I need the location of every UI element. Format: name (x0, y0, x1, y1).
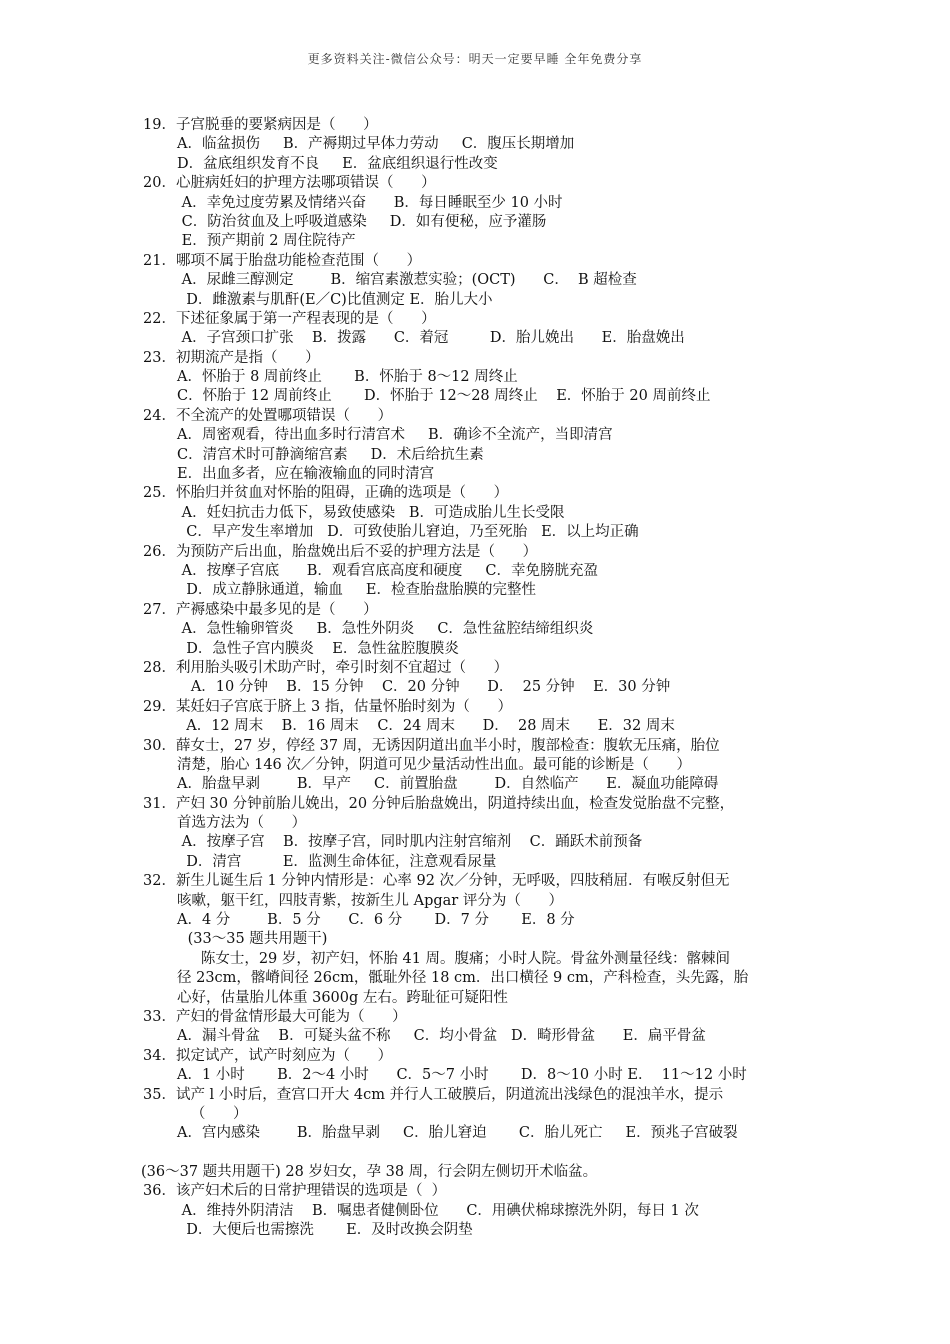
question-stem: 31．产妇 30 分钟前胎儿娩出，20 分钟后胎盘娩出，阴道持续出血，检查发觉胎盘不完整， (143, 795, 735, 812)
question-stem: 34．拟定试产，试产时刻应为（ ） (143, 1047, 393, 1064)
answer-options: A．宫内感染 B．胎盘早剥 C．胎儿窘迫 C．胎儿死亡 E．预兆子宫破裂 (177, 1125, 738, 1142)
answer-options: A．12 周末 B．16 周末 C．24 周末 D． 28 周末 E．32 周末 (177, 718, 675, 735)
question-stem: 27．产褥感染中最多见的是（ ） (143, 601, 378, 618)
question-stem: 22．下述征象属于第一产程表现的是（ ） (143, 310, 436, 327)
question-stem: 33．产妇的骨盆情形最大可能为（ ） (143, 1008, 407, 1025)
answer-options: A．10 分钟 B．15 分钟 C．20 分钟 D． 25 分钟 E．30 分钟 (177, 679, 671, 696)
answer-options: E．出血多者，应在输液输血的同时清宫 (177, 466, 435, 483)
text-line: 首选方法为（ ） (177, 815, 307, 832)
answer-options: A．按摩子宫底 B．观看宫底高度和硬度 C．幸免膀胱充盈 (177, 562, 599, 579)
answer-options: D．雌激素与肌酐(E／C)比值测定 E．胎儿大小 (177, 291, 493, 308)
answer-options: A．周密观看，待出血多时行清宫术 B．确诊不全流产，当即清宫 (177, 427, 613, 444)
text-line: 陈女士，29 岁，初产妇，怀胎 41 周。腹痛；小时人院。骨盆外测量径线：髂棘间 (187, 950, 731, 967)
answer-options: A．怀胎于 8 周前终止 B．怀胎于 8～12 周终止 (177, 369, 518, 386)
question-stem: 23．初期流产是指（ ） (143, 349, 320, 366)
answer-options: D．盆底组织发育不良 E．盆底组织退行性改变 (177, 155, 498, 172)
text-line: (36～37 题共用题干) 28 岁妇女，孕 38 周，行会阴左侧切开术临盆。 (141, 1164, 598, 1181)
answer-options: A．4 分 B．5 分 C．6 分 D．7 分 E．8 分 (177, 912, 575, 929)
answer-options: A．妊妇抗击力低下，易致使感染 B．可造成胎儿生长受限 (177, 504, 565, 521)
answer-options: C．怀胎于 12 周前终止 D．怀胎于 12～28 周终止 E．怀胎于 20 周前终止 (177, 388, 711, 405)
answer-options: D．成立静脉通道，输血 E．检查胎盘胎膜的完整性 (177, 582, 536, 599)
text-line: (33～35 题共用题干) (183, 931, 328, 948)
answer-options: D．清宫 E．监测生命体征，注意观看尿量 (177, 853, 497, 870)
page-header: 更多资料关注-微信公众号：明天一定要早睡 全年免费分享 (307, 52, 643, 66)
question-stem: 24．不全流产的处置哪项错误（ ） (143, 407, 393, 424)
answer-options: D．大便后也需擦洗 E．及时改换会阴垫 (177, 1222, 473, 1239)
answer-options: A．胎盘早剥 B．早产 C．前置胎盘 D．自然临产 E．凝血功能障碍 (177, 776, 719, 793)
text-line: 径 23cm，髂嵴间径 26cm，骶耻外径 18 cm．出口横径 9 cm，产科检查，头先露，胎 (177, 970, 749, 987)
question-stem: 30．薛女士，27 岁，停经 37 周，无诱因阴道出血半小时，腹部检查：腹软无压痛，胎位 (143, 737, 720, 754)
answer-options: C．防治贫血及上呼吸道感染 D．如有便秘，应予灌肠 (177, 213, 547, 230)
question-stem: 29．某妊妇子宫底于脐上 3 指，估量怀胎时刻为（ ） (143, 698, 513, 715)
text-line: （ ） (177, 1105, 248, 1122)
question-stem: 28．利用胎头吸引术助产时，牵引时刻不宜超过（ ） (143, 659, 509, 676)
answer-options: E．预产期前 2 周住院待产 (177, 233, 356, 250)
question-stem: 26．为预防产后出血，胎盘娩出后不妥的护理方法是（ ） (143, 543, 538, 560)
answer-options: A．尿雌三醇测定 B．缩宫素激惹实验；(OCT) C． B 超检查 (177, 272, 637, 289)
question-stem: 36．该产妇术后的日常护理错误的选项是（ ） (143, 1183, 447, 1200)
answer-options: A．幸免过度劳累及情绪兴奋 B．每日睡眠至少 10 小时 (177, 194, 563, 211)
answer-options: A．漏斗骨盆 B．可疑头盆不称 C．均小骨盆 D．畸形骨盆 E．扁平骨盆 (177, 1028, 706, 1045)
answer-options: A．急性输卵管炎 B．急性外阴炎 C．急性盆腔结缔组织炎 (177, 621, 594, 638)
question-stem: 35．试产 l 小时后，查宫口开大 4cm 并行人工破膜后，阴道流出浅绿色的混浊羊水，提示 (143, 1086, 724, 1103)
text-line: 咳嗽，躯干红，四肢青紫，按新生儿 Apgar 评分为（ ） (177, 892, 563, 909)
answer-options: C．早产发生率增加 D．可致使胎儿窘迫，乃至死胎 E．以上均正确 (177, 524, 639, 541)
text-line: 心好，估量胎儿体重 3600g 左右。跨耻征可疑阳性 (177, 989, 508, 1006)
blank-line (143, 1144, 808, 1163)
answer-options: A．维持外阴清洁 B．嘱患者健侧卧位 C．用碘伏棉球擦洗外阴，每日 1 次 (177, 1202, 699, 1219)
question-stem: 20．心脏病妊妇的护理方法哪项错误（ ） (143, 175, 436, 192)
question-stem: 25．怀胎归并贫血对怀胎的阻碍，正确的选项是（ ） (143, 485, 509, 502)
answer-options: A．按摩子宫 B．按摩子宫，同时肌内注射宫缩剂 C．踊跃术前预备 (177, 834, 643, 851)
question-stem: 21．哪项不属于胎盘功能检查范围（ ） (143, 252, 422, 269)
answer-options: A．子宫颈口扩张 B．拨露 C．着冠 D．胎儿娩出 E．胎盘娩出 (177, 330, 685, 347)
answer-options: D．急性子宫内膜炎 E．急性盆腔腹膜炎 (177, 640, 459, 657)
question-stem: 19．子宫脱垂的要紧病因是（ ） (143, 117, 378, 133)
answer-options: A．临盆损伤 B．产褥期过早体力劳动 C．腹压长期增加 (177, 136, 575, 153)
text-line: 清楚，胎心 146 次／分钟，阴道可见少量活动性出血。最可能的诊断是（ ） (177, 756, 692, 773)
question-body (143, 116, 808, 1241)
answer-options: C．清宫术时可静滴缩宫素 D．术后给抗生素 (177, 446, 484, 463)
answer-options: A．1 小时 B．2～4 小时 C．5～7 小时 D．8～10 小时 E． 11～12 小时 (177, 1067, 747, 1084)
question-stem: 32．新生儿诞生后 1 分钟内情形是：心率 92 次／分钟，无呼吸，四肢稍屈．有喉反射但无 (143, 873, 730, 890)
